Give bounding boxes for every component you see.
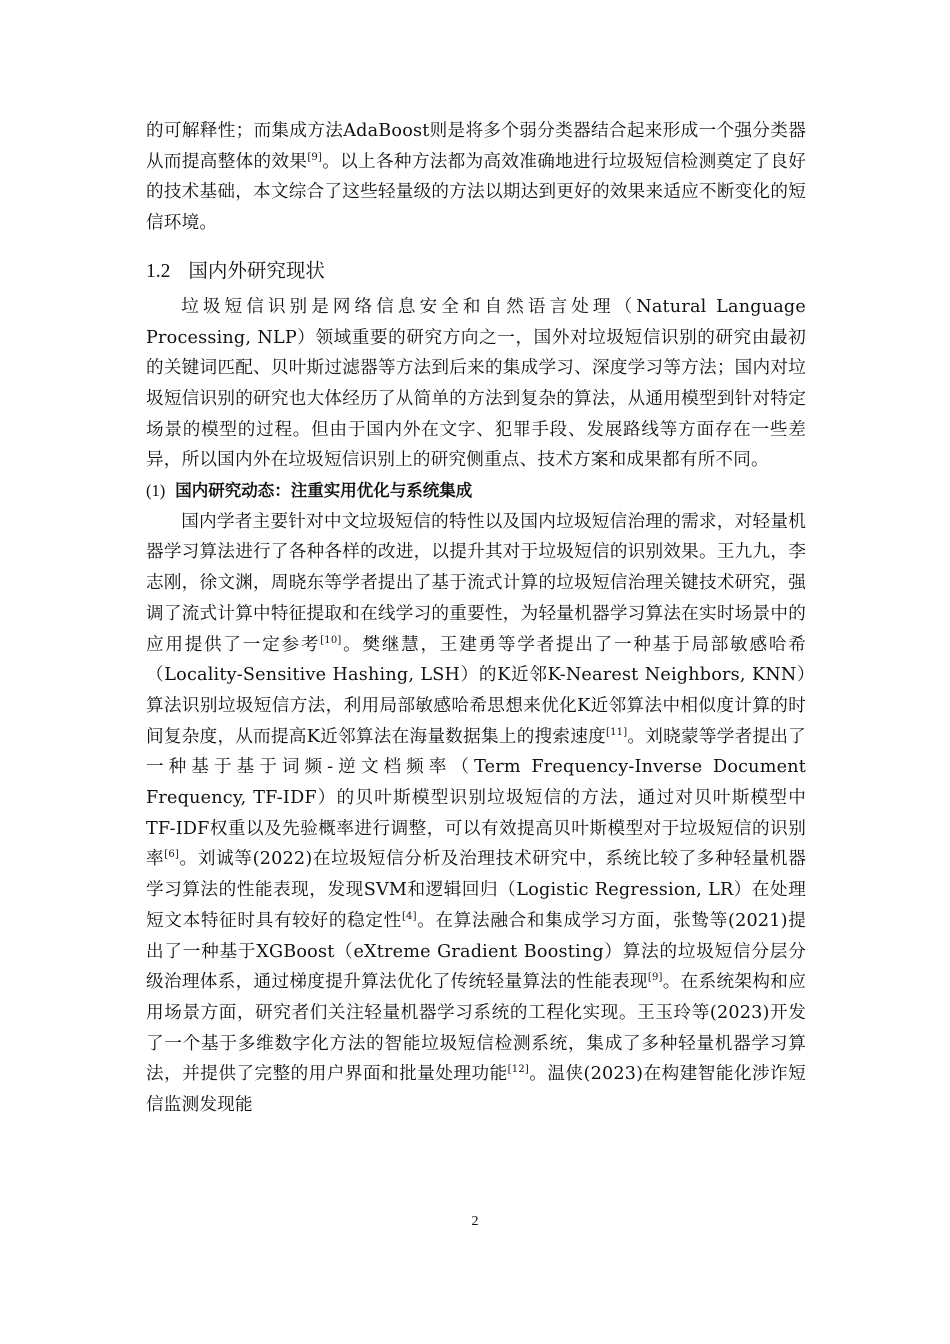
subsection-number: (1): [146, 481, 166, 501]
section-title: 国内外研究现状: [188, 258, 325, 282]
citation[interactable]: [12]: [507, 1064, 529, 1076]
text-segment: 。在算法融合和集成学习方面，张鸷等(2021)提出了一种基于XGBoost（eXtreme Gradient Boosting）算法的垃圾短信分层分级治理体系，通过梯度提升算法优化了传统轻量算法的性能表现: [146, 910, 806, 993]
citation[interactable]: [11]: [606, 726, 628, 738]
paragraph-intro-end: [146, 116, 806, 239]
citation[interactable]: [9]: [647, 972, 663, 984]
text-segment: 。刘晓蒙等学者提出了一种基于基于词频-逆文档频率（Term Frequency-Inverse Document Frequency, TF-IDF）的贝叶斯模型识别垃圾短信的方法，通过对贝叶斯模型中TF-IDF权重以及先验概率进行调整，可以有效提高贝叶斯模型对于垃圾短信的识别率: [146, 726, 806, 870]
subsection-title: 国内研究动态：注重实用优化与系统集成: [175, 481, 473, 501]
text-segment: 的可解释性；而集成方法AdaBoost则是将多个弱分类器结合起来形成一个强分类器从而提高整体的效果: [146, 121, 806, 172]
section-heading: [146, 255, 806, 288]
section-number: 1.2: [146, 260, 171, 282]
text-segment: 。刘诚等(2022)在垃圾短信分析及治理技术研究中，系统比较了多种轻量机器学习算法的性能表现，发现SVM和逻辑回归（Logistic Regression, LR）在处理短文本特征时具有较好的稳定性: [146, 849, 807, 931]
citation[interactable]: [4]: [401, 911, 417, 923]
citation[interactable]: [6]: [164, 849, 180, 861]
subsection-heading: [146, 476, 806, 507]
text-segment: 。在系统架构和应用场景方面，研究者们关注轻量机器学习系统的工程化实现。王玉玲等(2023)开发了一个基于多维数字化方法的智能垃圾短信检测系统，集成了多种轻量机器学习算法，并提供了完整的用户界面和批量处理功能: [146, 972, 806, 1085]
page-number: 2: [471, 1214, 479, 1229]
text-segment: 。樊继慧，王建勇等学者提出了一种基于局部敏感哈希（Locality-Sensitive Hashing, LSH）的K近邻K-Nearest Neighbors, KNN）算法识别垃圾短信方法，利用局部敏感哈希思想来优化K近邻算法中相似度计算的时间复杂度，从而提高K近邻算法在海量数据集上的搜索速度: [146, 634, 806, 747]
text-segment: 国内学者主要针对中文垃圾短信的特性以及国内垃圾短信治理的需求，对轻量机器学习算法进行了各种各样的改进，以提升其对于垃圾短信的识别效果。王九九，李志刚，徐文渊，周晓东等学者提出了基于流式计算的垃圾短信治理关键技术研究，强调了流式计算中特征提取和在线学习的重要性，为轻量机器学习算法在实时场景中的应用提供了一定参考: [146, 511, 806, 655]
page-content: [146, 116, 806, 1121]
citation[interactable]: [10]: [320, 634, 342, 646]
citation[interactable]: [9]: [307, 151, 323, 163]
paragraph-overview: 垃圾短信识别是网络信息安全和自然语言处理（Natural Language Processing, NLP）领域重要的研究方向之一，国外对垃圾短信识别的研究由最初的关键词匹配、贝叶斯过滤器等方法到后来的集成学习、深度学习等方法；国内对垃圾短信识别的研究也大体经历了从简单的方法到复杂的算法，从通用模型到针对特定场景的模型的过程。但由于国内外在文字、犯罪手段、发展路线等方面存在一些差异，所以国内外在垃圾短信识别上的研究侧重点、技术方案和成果都有所不同。: [146, 296, 806, 471]
text-segment: 。温侠(2023)在构建智能化涉诈短信监测发现能: [146, 1064, 806, 1116]
text-segment: 。以上各种方法都为高效准确地进行垃圾短信检测奠定了良好的技术基础，本文综合了这些轻量级的方法以期达到更好的效果来适应不断变化的短信环境。: [146, 151, 806, 234]
paragraph-domestic: [146, 507, 806, 1121]
